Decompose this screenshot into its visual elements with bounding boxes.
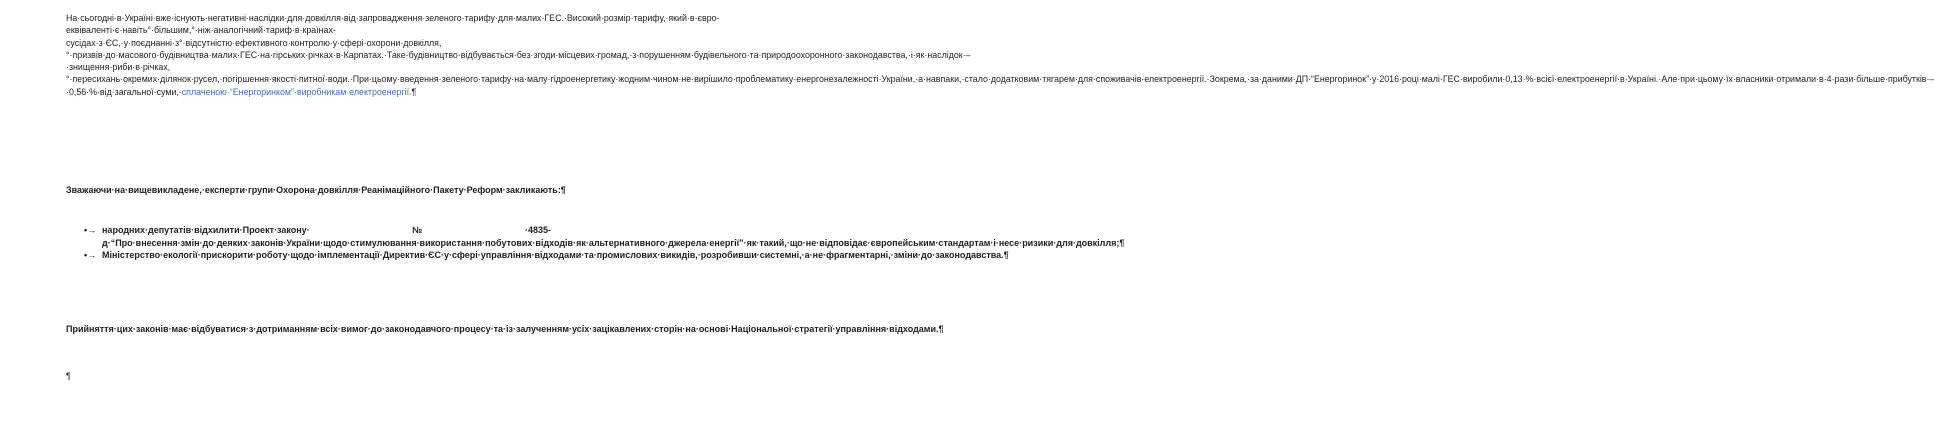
conclusion-paragraph: Прийняття·цих·законів·має·відбуватися·з·дотриманням·всіх·вимог·до·законодавчого·процесу·та·із·залученням·усіх·зацікавлених·сторін·на·основі·Національної·стратегії·управління·відходами.¶ — [66, 324, 944, 334]
list-item-text: народних·депутатів·відхилити·Проект·закону·№·4835-д·“Про·внесення·змін·до·деяких·законів·України·щодо·стимулювання·використання·побутових·відходів·як·альтернативного·джерела·енергії”·як·такий,·що·не·відповідає·європейським·стандартам·і·несе·ризики·для·довкілля;¶ — [102, 225, 1125, 248]
pilcrow-mark: ¶ — [411, 86, 417, 97]
energorynok-link-text[interactable]: сплаченою·“Енергоринком”·виробникам·електроенергії. — [181, 86, 412, 97]
list-item — [84, 249, 1009, 262]
appeal-heading-paragraph: Зважаючи·на·вищевикладене,·експерти·групи·Охорона·довкілля·Реанімаційного·Пакету·Реформ·закликають:¶ — [66, 185, 566, 195]
intro-text: На·сьогодні·в·Україні·вже·існують·негативні·наслідки·для·довкілля·від·запровадження·зеленого·тарифу·для·малих·ГЕС.·Високий·розмір·тарифу,·який·в·євро-еквіваленті·є·навіть°·більшим,°·ніж·аналогічний·тариф·в·країнах-сусідах·з·ЄС,·у·поєднанні·з°·відсутністю·ефективного·контролю·у·сфері·охорони·довкілля,°·призвів·до·масового·будівництва·малих·ГЕС·на·гірських·річках·в·Карпатах.·Таке·будівництво·відбувається·без·згоди·місцевих·громад,·з·порушенням·будівельного·та·природоохоронного·законодавства,·і·як·наслідок·–·знищення·риби·в·річках,°·пересихань·окремих·ділянок·русел,·погіршення·якості·питної·води.·При·цьому·введення·зеленого·тарифу·на·малу·гідроенергетику·жодним·чином·не·вирішило·проблематику·енергонезалежності·України,·а·навпаки,·стало·додатковим·тягарем·для·споживачів·електроенергії.·Зокрема,·за·даними·ДП·“Енергоринок”·у·2016·році·малі·ГЕС·виробили·0,13·%·всієї·електроенергії·в·Україні.·Але·при·цьому·їх·власники·отримали·в·4·рази·більше·прибутків·–·0,56·%·від·загальної·суми,· — [66, 13, 1934, 97]
bullet-icon: •→ — [84, 250, 97, 261]
empty-paragraph-mark: ¶ — [66, 371, 71, 381]
list-item — [84, 224, 1125, 249]
list-item-text: Міністерство·екології·прискорити·роботу·щодо·імплементації·Директив·ЄС·у·сфері·управління·відходами·та·промислових·викидів,·розробивши·системні,·а·не·фрагментарні,·зміни·до·законодавства.¶ — [102, 250, 1009, 261]
bullet-icon: •→ — [84, 225, 97, 235]
body-paragraph-intro — [66, 12, 1934, 98]
demands-list — [84, 224, 1125, 262]
